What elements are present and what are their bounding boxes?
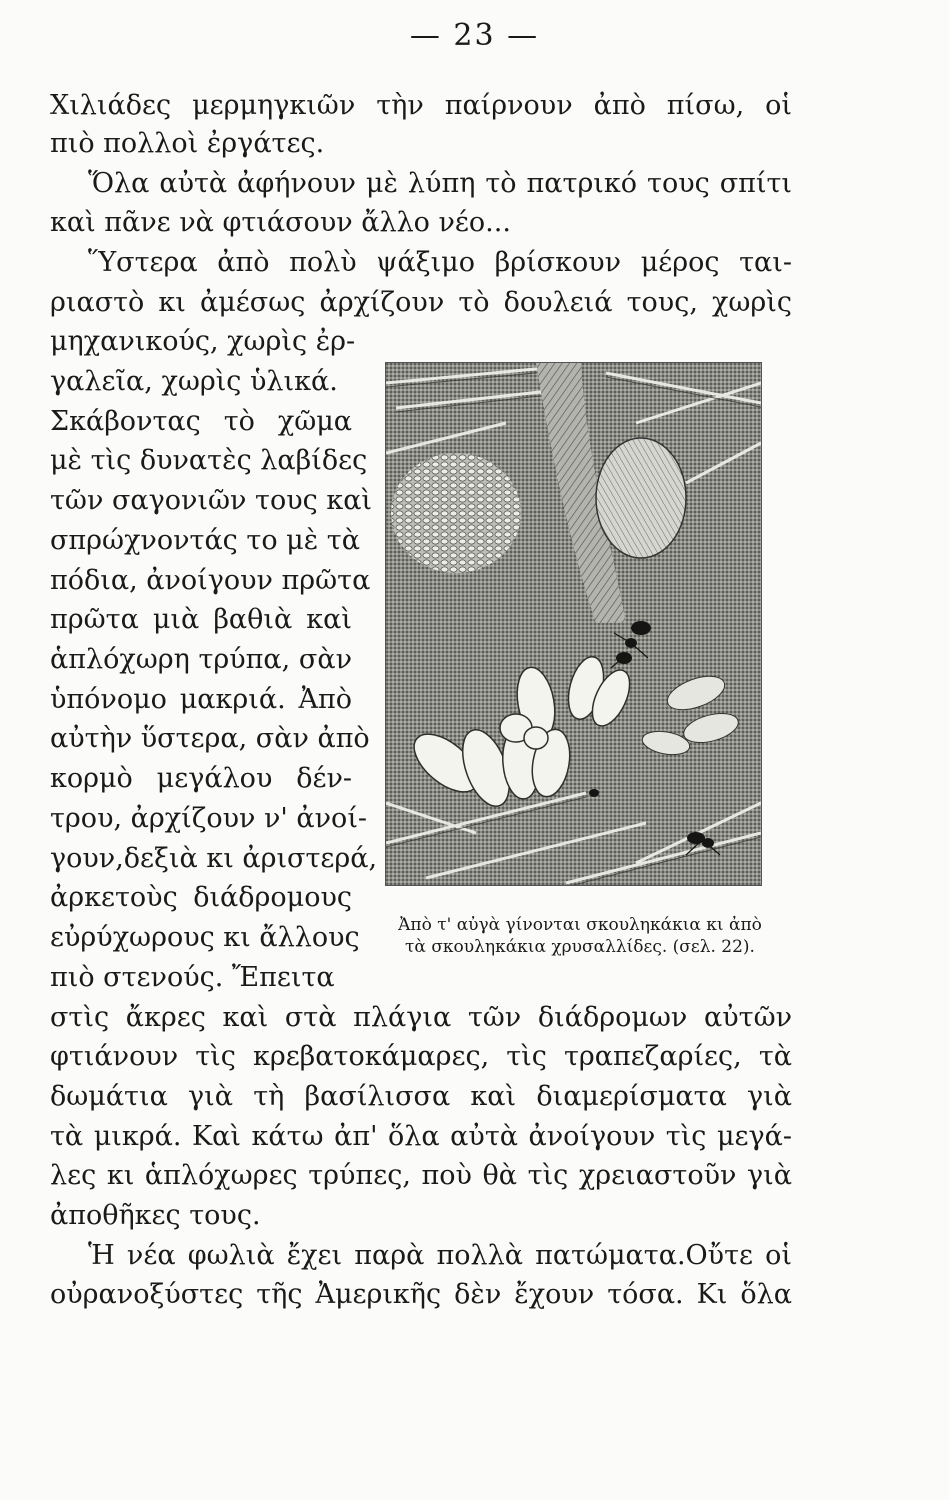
text-line: φτιάνουν τὶς κρεβατοκάμαρες, τὶς τραπεζαρίες, τὰ — [50, 1041, 792, 1072]
text-line: Χιλιάδες μερμηγκιῶν τὴν παίρνουν ἀπὸ πίσω, οἱ — [50, 90, 792, 121]
text-line: ριαστὸ κι ἀμέσως ἀρχίζουν τὸ δουλειά τους, χωρὶς — [50, 287, 792, 318]
text-line: εὐρύχωρους κι ἄλλους — [50, 922, 360, 953]
caption-line: τὰ σκουληκάκια χρυσαλλίδες. (σελ. 22). — [405, 937, 755, 957]
text-line: πιὸ πολλοὶ ἐργάτες. — [50, 128, 325, 159]
text-line: δωμάτια γιὰ τὴ βασίλισσα καὶ διαμερίσματα γιὰ — [50, 1081, 792, 1112]
text-line: πρῶτα μιὰ βαθιὰ καὶ — [50, 604, 352, 635]
text-line: τὰ μικρά. Καὶ κάτω ἀπ' ὅλα αὐτὰ ἀνοίγουν τὶς μεγά- — [50, 1121, 792, 1152]
text-line: σπρώχνοντάς το μὲ τὰ — [50, 525, 360, 556]
text-line: μηχανικούς, χωρὶς ἐρ- — [50, 326, 356, 357]
text-line: Ἡ νέα φωλιὰ ἔχει παρὰ πολλὰ πατώματα.Οὔτε οἱ — [88, 1240, 792, 1271]
page-number: — 23 — — [409, 18, 540, 53]
figure-caption — [366, 914, 794, 958]
text-line: Ὕστερα ἀπὸ πολὺ ψάξιμο βρίσκουν μέρος ται- — [88, 247, 792, 278]
text-line: ἀποθῆκες τους. — [50, 1200, 261, 1231]
text-line: κορμὸ μεγάλου δέν- — [50, 763, 352, 794]
text-line: πόδια, ἀνοίγουν πρῶτα — [50, 565, 371, 596]
text-line: ἀρκετοὺς διάδρομους — [50, 882, 352, 913]
text-line: γουν,δεξιὰ κι ἀριστερά, — [50, 843, 378, 874]
text-line: στὶς ἄκρες καὶ στὰ πλάγια τῶν διάδρομων αὐτῶν — [50, 1002, 792, 1033]
text-line: μὲ τὶς δυνατὲς λαβίδες — [50, 445, 368, 476]
text-line: τρου, ἀρχίζουν ν' ἀνοί- — [50, 803, 368, 834]
text-line: ὑπόνομο μακριά. Ἀπὸ — [50, 684, 352, 715]
text-line: ἁπλόχωρη τρύπα, σὰν — [50, 644, 352, 675]
text-line: λες κι ἁπλόχωρες τρύπες, ποὺ θὰ τὶς χρειαστοῦν γιὰ — [50, 1160, 792, 1191]
text-line: οὐρανοξύστες τῆς Ἀμερικῆς δὲν ἔχουν τόσα. Κι ὅλα — [50, 1279, 792, 1310]
text-line: πιὸ στενούς. Ἔπειτα — [50, 962, 335, 993]
ant-nest-illustration — [385, 362, 762, 886]
text-line: καὶ πᾶνε νὰ φτιάσουν ἄλλο νέο... — [50, 207, 511, 238]
text-line: γαλεῖα, χωρὶς ὑλικά. — [50, 366, 338, 397]
text-line: Ὅλα αὐτὰ ἀφήνουν μὲ λύπη τὸ πατρικό τους σπίτι — [88, 168, 792, 199]
text-line: Σκάβοντας τὸ χῶμα — [50, 406, 352, 437]
caption-line: Ἀπὸ τ' αὐγὰ γίνονται σκουληκάκια κι ἀπὸ — [398, 915, 762, 935]
text-line: αὐτὴν ὕστερα, σὰν ἀπὸ — [50, 723, 370, 754]
text-line: τῶν σαγονιῶν τους καὶ — [50, 485, 373, 516]
